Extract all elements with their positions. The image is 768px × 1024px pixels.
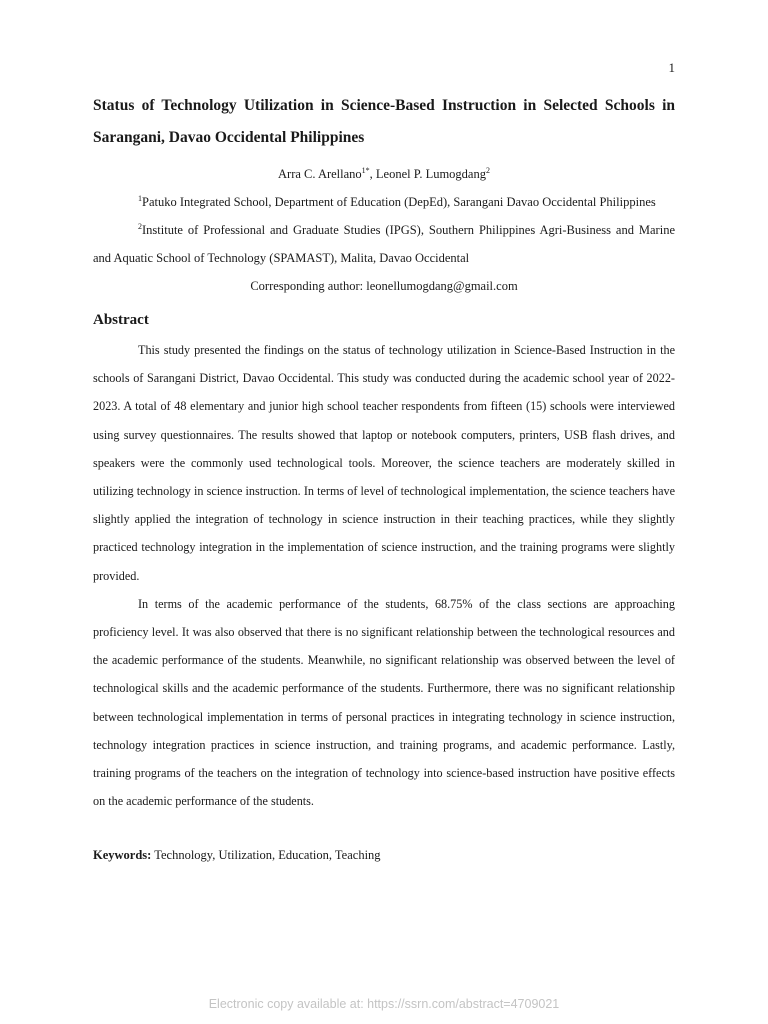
author-separator: , [369,167,376,181]
keywords-text: Technology, Utilization, Education, Teaching [151,848,381,863]
affiliation-1-text: Patuko Integrated School, Department of Education (DepEd), Sarangani Davao Occidental Philippines [142,195,656,209]
corresponding-author: Corresponding author: leonellumogdang@gmail.com [250,279,518,293]
affiliation-2-superscript: 2 [138,221,142,231]
affiliation-2-text: Institute of Professional and Graduate Studies (IPGS), Southern Philippines Agri-Business and Marine and Aquatic School of Technology (SPAMAST), Malita, Davao Occidental [93,223,675,265]
page-number: 1 [668,60,675,75]
affiliation-1-superscript: 1 [138,193,142,203]
keywords-label: Keywords: [93,848,152,863]
affiliation-1 [93,188,675,216]
abstract-paragraph-2: In terms of the academic performance of the students, 68.75% of the class sections are approaching proficiency level. It was also observed that there is no significant relationship between the technological resources and the academic performance of the students. Meanwhile, no significant relationship was observed between the level of technological skills and the academic performance of the students. Furthermore, there was no significant relationship between technological implementation in terms of personal practices in integrating technology in science instruction, technology integration practices in science instruction, and training programs, and academic performance. Lastly, training programs of the teachers on the integration of technology into science-based instruction have positive effects on the academic performance of the students. [93,596,675,809]
author-2-name: Leonel P. Lumogdang [375,167,486,181]
author-1-name: Arra C. Arellano [278,167,362,181]
author-line [93,160,675,188]
affiliation-2 [93,216,675,272]
abstract-paragraph-1: This study presented the findings on the status of technology utilization in Science-Based Instruction in the schools of Sarangani District, Davao Occidental. This study was conducted during the academic school year of 2022-2023. A total of 48 elementary and junior high school teacher respondents from fifteen (15) schools were interviewed using survey questionnaires. The results showed that laptop or notebook computers, printers, USB flash drives, and speakers were the commonly used technological tools. Moreover, the science teachers are moderately skilled in utilizing technology in science instruction. In terms of level of technological implementation, the science teachers have slightly applied the integration of technology in science instruction in their teaching practices, while they slightly practiced technology integration in the implementation of science instruction, and the training programs were slightly provided. [93,343,675,583]
abstract-heading: Abstract [93,312,149,328]
footer-ssrn-link[interactable]: Electronic copy available at: https://ssrn.com/abstract=4709021 [208,997,560,1011]
keywords-line [93,845,675,865]
author-1-superscript: 1* [361,165,370,175]
paper-content [93,90,675,865]
author-2-superscript: 2 [485,165,490,175]
paper-title: Status of Technology Utilization in Science-Based Instruction in Selected Schools in Sarangani, Davao Occidental Philippines [93,97,675,146]
